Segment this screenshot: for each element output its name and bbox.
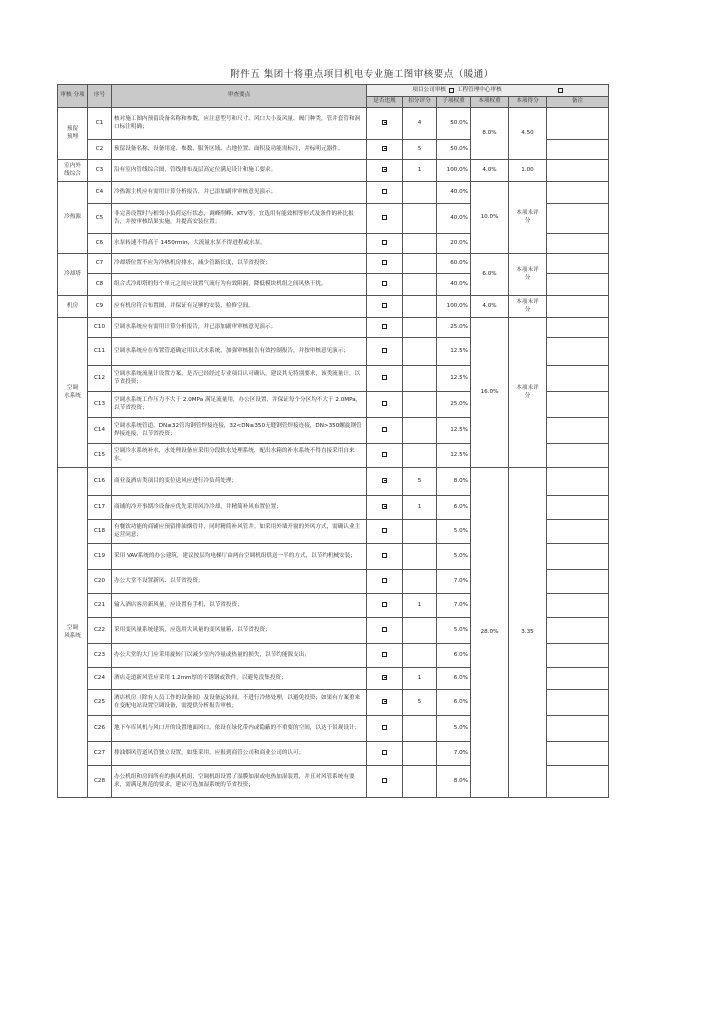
violation-cell bbox=[367, 254, 403, 274]
sub-weight: 7.0% bbox=[437, 594, 471, 618]
item-code: C1 bbox=[88, 108, 112, 140]
table-row bbox=[58, 296, 609, 318]
item-text: 商业及酒店类项目的变位送风应进行冷负荷处理； bbox=[112, 468, 367, 496]
this-weight: 10.0% bbox=[471, 182, 509, 254]
violation-cell bbox=[367, 392, 403, 418]
violation-checkbox[interactable] bbox=[382, 627, 387, 632]
violation-cell bbox=[367, 690, 403, 716]
violation-checkbox[interactable] bbox=[382, 240, 387, 245]
violation-checkbox[interactable] bbox=[382, 260, 387, 265]
category-cell: 空调 水系统 bbox=[58, 318, 88, 468]
item-code: C20 bbox=[88, 570, 112, 594]
violation-checkbox[interactable] bbox=[382, 699, 387, 704]
remark-cell[interactable] bbox=[547, 594, 609, 618]
item-text: 采用变风量系统建筑，应选用大风量的变风量箱，以节省投资； bbox=[112, 618, 367, 644]
sub-weight: 40.0% bbox=[437, 204, 471, 234]
violation-cell bbox=[367, 570, 403, 594]
engineering-center-review-label: 工程管理中心审核 bbox=[456, 86, 502, 93]
self-score[interactable] bbox=[403, 274, 437, 296]
item-code: C23 bbox=[88, 644, 112, 668]
violation-cell bbox=[367, 338, 403, 366]
header-seq: 序号 bbox=[88, 85, 112, 108]
sub-weight: 25.0% bbox=[437, 392, 471, 418]
violation-checkbox[interactable] bbox=[382, 675, 387, 680]
violation-checkbox[interactable] bbox=[382, 553, 387, 558]
item-text: 空调水系统应在布置管道确定用以式水系统，加强审核报告有效控制报告，并按审核意见演示； bbox=[112, 338, 367, 366]
item-text: 办公机组和房间所有的换风机组，空调机组设置了湿膜加湿或电热加湿装置，并且对风管系统有要求，需满足规范的要求，建议可选加湿系统的节省投资； bbox=[112, 766, 367, 798]
this-weight: 28.0% bbox=[471, 468, 509, 798]
remark-cell[interactable] bbox=[547, 644, 609, 668]
violation-checkbox[interactable] bbox=[382, 167, 387, 172]
header-this-weight: 本项权重 bbox=[471, 97, 509, 108]
violation-checkbox[interactable] bbox=[382, 303, 387, 308]
item-code: C5 bbox=[88, 204, 112, 234]
self-score[interactable] bbox=[403, 318, 437, 338]
item-text: 商铺的冷开事期冷设备应优先采用风冷冷却，并精简补风布置位置； bbox=[112, 496, 367, 520]
item-code: C26 bbox=[88, 716, 112, 742]
sub-weight: 6.0% bbox=[437, 496, 471, 520]
item-code: C7 bbox=[88, 254, 112, 274]
item-code: C15 bbox=[88, 444, 112, 468]
item-code: C24 bbox=[88, 668, 112, 690]
violation-cell bbox=[367, 234, 403, 254]
violation-cell bbox=[367, 204, 403, 234]
this-weight: 16.0% bbox=[471, 318, 509, 468]
remark-cell[interactable] bbox=[547, 496, 609, 520]
self-score[interactable] bbox=[403, 444, 437, 468]
project-company-review-checkbox[interactable] bbox=[449, 88, 454, 93]
violation-cell bbox=[367, 274, 403, 296]
item-text: 地下车库风机与风口开的设置地面风口，依设在绿化带内或隐蔽的不重要的空间，以达于景观设计； bbox=[112, 716, 367, 742]
item-code: C21 bbox=[88, 594, 112, 618]
violation-cell bbox=[367, 618, 403, 644]
header-review-mode bbox=[367, 85, 609, 97]
self-score[interactable] bbox=[403, 742, 437, 766]
remark-cell[interactable] bbox=[547, 468, 609, 496]
item-text: 水泵转速不得高于 1450rmin，大流量水泵不得进程或水泵。 bbox=[112, 234, 367, 254]
item-text: 酒店机房（除有人员工作的设备间）及设备运转间，不进行冷热处理，以避免投资；如果有方案重来在变配电站设置空调设备，需提供分析报告审核； bbox=[112, 690, 367, 716]
violation-checkbox[interactable] bbox=[382, 189, 387, 194]
remark-cell[interactable] bbox=[547, 618, 609, 644]
self-score[interactable] bbox=[403, 618, 437, 644]
this-score: 本项未评 分 bbox=[509, 296, 547, 318]
item-code: C2 bbox=[88, 140, 112, 160]
item-text: 输入酒店客房新风量，应设置有手机，以节省投资； bbox=[112, 594, 367, 618]
header-points: 审查要点 bbox=[112, 85, 367, 108]
this-weight: 4.0% bbox=[471, 296, 509, 318]
this-score: 本项未评 分 bbox=[509, 182, 547, 254]
item-code: C22 bbox=[88, 618, 112, 644]
self-score[interactable] bbox=[403, 392, 437, 418]
item-text: 采用 VAV系统的办公建筑，建议按层均电梯厅由两台空调机组供送一半的方式，以节约机械安装； bbox=[112, 544, 367, 570]
self-score[interactable]: 5 bbox=[403, 468, 437, 496]
sub-weight: 25.0% bbox=[437, 318, 471, 338]
item-code: C28 bbox=[88, 766, 112, 798]
category-cell: 预留 预埋 bbox=[58, 108, 88, 160]
item-text: 非完善设置时与相邻小负荷运行状态，调峰削峰、KTV等，宜选用有能效相等形式及条件的补比报告，并按审核结果实施，并提高安装位置； bbox=[112, 204, 367, 234]
sub-weight: 12.5% bbox=[437, 338, 471, 366]
sub-weight: 7.0% bbox=[437, 570, 471, 594]
sub-weight: 7.0% bbox=[437, 742, 471, 766]
self-score[interactable]: 1 bbox=[403, 496, 437, 520]
violation-checkbox[interactable] bbox=[382, 146, 387, 151]
header-self-score: 扣分评分 bbox=[403, 97, 437, 108]
remark-cell[interactable] bbox=[547, 742, 609, 766]
remark-cell[interactable] bbox=[547, 318, 609, 338]
remark-cell[interactable] bbox=[547, 366, 609, 392]
sub-weight: 12.5% bbox=[437, 366, 471, 392]
this-weight: 4.0% bbox=[471, 160, 509, 182]
item-code: C25 bbox=[88, 690, 112, 716]
self-score[interactable]: 1 bbox=[403, 160, 437, 182]
item-text: 组合式冷却塔的每个单元之间应设置气流行为有效阻隔，降低模块机组之间风热干扰。 bbox=[112, 274, 367, 296]
item-code: C14 bbox=[88, 418, 112, 444]
sub-weight: 20.0% bbox=[437, 234, 471, 254]
project-company-review-label: 项目公司审核 bbox=[412, 86, 446, 93]
violation-cell bbox=[367, 716, 403, 742]
item-code: C13 bbox=[88, 392, 112, 418]
sub-weight: 40.0% bbox=[437, 274, 471, 296]
category-cell: 机房 bbox=[58, 296, 88, 318]
sub-weight: 60.0% bbox=[437, 254, 471, 274]
violation-checkbox[interactable] bbox=[382, 281, 387, 286]
self-score[interactable]: 5 bbox=[403, 690, 437, 716]
remark-cell[interactable] bbox=[547, 392, 609, 418]
remark-cell[interactable] bbox=[547, 338, 609, 366]
remark-cell[interactable] bbox=[547, 520, 609, 544]
violation-cell bbox=[367, 544, 403, 570]
violation-checkbox[interactable] bbox=[382, 578, 387, 583]
sub-weight: 5.0% bbox=[437, 544, 471, 570]
item-code: C27 bbox=[88, 742, 112, 766]
self-score[interactable] bbox=[403, 544, 437, 570]
self-score[interactable] bbox=[403, 716, 437, 742]
item-text: 酒店走道新风管应采用 1.2mm厚的不锈钢或铁件，以避免没集投资； bbox=[112, 668, 367, 690]
this-weight: 8.0% bbox=[471, 108, 509, 160]
item-text: 空调水系统应有需用计算分析报告，并已添加副审审核意见演示； bbox=[112, 318, 367, 338]
sub-weight: 12.5% bbox=[437, 418, 471, 444]
sub-weight: 5.0% bbox=[437, 618, 471, 644]
this-weight: 6.0% bbox=[471, 254, 509, 296]
item-code: C17 bbox=[88, 496, 112, 520]
remark-cell[interactable] bbox=[547, 766, 609, 798]
item-text: 冷热源主机应有需用计算分析报告，并已添加副审审核意见演示； bbox=[112, 182, 367, 204]
item-code: C12 bbox=[88, 366, 112, 392]
item-code: C16 bbox=[88, 468, 112, 496]
violation-checkbox[interactable] bbox=[382, 324, 387, 329]
violation-checkbox[interactable] bbox=[382, 348, 387, 353]
violation-checkbox[interactable] bbox=[382, 528, 387, 533]
remark-cell[interactable] bbox=[547, 140, 609, 160]
remark-cell[interactable] bbox=[547, 570, 609, 594]
self-score[interactable]: 1 bbox=[403, 594, 437, 618]
sub-weight: 50.0% bbox=[437, 140, 471, 160]
violation-cell bbox=[367, 318, 403, 338]
violation-cell bbox=[367, 418, 403, 444]
table-row bbox=[58, 108, 609, 140]
item-text: 空调水系统流量计设置方案，是否已经经过专业项目认可确认，建议其无特别要求，该类流量计，以节省投资； bbox=[112, 366, 367, 392]
header-this-score: 本项得分 bbox=[509, 97, 547, 108]
sub-weight: 6.0% bbox=[437, 690, 471, 716]
sub-weight: 6.0% bbox=[437, 668, 471, 690]
item-text: 空调水系统工作压力不大于 2.0MPa 满足流量用，办公区设置，并保证每个分区均不大于 2.0MPa，以节省投资； bbox=[112, 392, 367, 418]
violation-cell bbox=[367, 296, 403, 318]
header-remark: 备注 bbox=[547, 97, 609, 108]
remark-cell[interactable] bbox=[547, 690, 609, 716]
item-text: 有餐饮功能的商铺应预留排油烟管井，同时精简补风管井。如采用外墙开窗的外风方式，需确认业主运营同意； bbox=[112, 520, 367, 544]
remark-cell[interactable] bbox=[547, 296, 609, 318]
self-score[interactable] bbox=[403, 234, 437, 254]
item-text: 预留设备名称、设备用途、参数、服务区域、占地位置、面积及功能需标注，并标明元器件。 bbox=[112, 140, 367, 160]
violation-cell bbox=[367, 594, 403, 618]
sub-weight: 50.0% bbox=[437, 108, 471, 140]
self-score[interactable] bbox=[403, 296, 437, 318]
violation-cell bbox=[367, 520, 403, 544]
table-row bbox=[58, 254, 609, 274]
violation-checkbox[interactable] bbox=[382, 427, 387, 432]
self-score[interactable] bbox=[403, 418, 437, 444]
violation-checkbox[interactable] bbox=[382, 478, 387, 483]
violation-cell bbox=[367, 140, 403, 160]
violation-checkbox[interactable] bbox=[382, 120, 387, 125]
self-score[interactable]: 1 bbox=[403, 668, 437, 690]
item-code: C11 bbox=[88, 338, 112, 366]
table-row bbox=[58, 318, 609, 338]
item-text: 排油烟风管道风管独立设置，如集采用，应报到商管公司和商业公司的认可； bbox=[112, 742, 367, 766]
item-text: 办公大堂的大门应采用旋转门以减少室内冷量或热量的损失，以节约能源支出； bbox=[112, 644, 367, 668]
this-score: 4.50 bbox=[509, 108, 547, 160]
category-cell: 冷热源 bbox=[58, 182, 88, 254]
remark-cell[interactable] bbox=[547, 204, 609, 234]
violation-cell bbox=[367, 366, 403, 392]
item-code: C18 bbox=[88, 520, 112, 544]
sub-weight: 5.0% bbox=[437, 520, 471, 544]
item-text: 核对施工图内预留设备名称和参数，应注意型号和尺寸、风口大小及风量、阀门种类，管井套管和洞口标注明确； bbox=[112, 108, 367, 140]
this-score: 本项未评 分 bbox=[509, 318, 547, 468]
violation-checkbox[interactable] bbox=[382, 652, 387, 657]
self-score[interactable]: 4 bbox=[403, 108, 437, 140]
remark-cell[interactable] bbox=[547, 544, 609, 570]
engineering-center-review-checkbox[interactable] bbox=[558, 88, 563, 93]
self-score[interactable] bbox=[403, 644, 437, 668]
violation-checkbox[interactable] bbox=[382, 375, 387, 380]
self-score[interactable] bbox=[403, 570, 437, 594]
category-cell: 空调 风系统 bbox=[58, 468, 88, 798]
violation-checkbox[interactable] bbox=[382, 778, 387, 783]
self-score[interactable] bbox=[403, 338, 437, 366]
sub-weight: 12.5% bbox=[437, 444, 471, 468]
violation-cell bbox=[367, 766, 403, 798]
violation-checkbox[interactable] bbox=[382, 725, 387, 730]
sub-weight: 100.0% bbox=[437, 160, 471, 182]
category-cell: 冷却塔 bbox=[58, 254, 88, 296]
header-category: 审核 分项 bbox=[58, 85, 88, 108]
item-text: 空调水系统管道，DN≤32管沟钢管焊接连接，32<DN≤350无缝钢管焊接连接，DN>350螺旋钢管焊接连接，以节省投资； bbox=[112, 418, 367, 444]
violation-checkbox[interactable] bbox=[382, 215, 387, 220]
violation-cell bbox=[367, 742, 403, 766]
sub-weight: 5.0% bbox=[437, 716, 471, 742]
self-score[interactable]: 5 bbox=[403, 140, 437, 160]
sub-weight: 8.0% bbox=[437, 766, 471, 798]
item-text: 冷却塔位置不应为冷热机房排水，减少管路长度，以节省投资； bbox=[112, 254, 367, 274]
violation-cell bbox=[367, 444, 403, 468]
violation-checkbox[interactable] bbox=[382, 602, 387, 607]
remark-cell[interactable] bbox=[547, 444, 609, 468]
violation-cell bbox=[367, 468, 403, 496]
remark-cell[interactable] bbox=[547, 254, 609, 274]
this-score: 3.35 bbox=[509, 468, 547, 798]
violation-checkbox[interactable] bbox=[382, 401, 387, 406]
remark-cell[interactable] bbox=[547, 668, 609, 690]
violation-cell bbox=[367, 160, 403, 182]
item-text: 空调冷水系统补水，水处理设备应采用分段软水处理系统，配出水箱的补水系统不得直接采用自来水。 bbox=[112, 444, 367, 468]
remark-cell[interactable] bbox=[547, 234, 609, 254]
sub-weight: 6.0% bbox=[437, 644, 471, 668]
self-score[interactable] bbox=[403, 254, 437, 274]
violation-checkbox[interactable] bbox=[382, 504, 387, 509]
sub-weight: 100.0% bbox=[437, 296, 471, 318]
item-code: C4 bbox=[88, 182, 112, 204]
item-code: C10 bbox=[88, 318, 112, 338]
violation-cell bbox=[367, 182, 403, 204]
this-score: 本项未评 分 bbox=[509, 254, 547, 296]
sub-weight: 40.0% bbox=[437, 182, 471, 204]
remark-cell[interactable] bbox=[547, 716, 609, 742]
category-cell: 室内外 线综合 bbox=[58, 160, 88, 182]
remark-cell[interactable] bbox=[547, 418, 609, 444]
item-code: C6 bbox=[88, 234, 112, 254]
violation-checkbox[interactable] bbox=[382, 452, 387, 457]
violation-checkbox[interactable] bbox=[382, 750, 387, 755]
self-score[interactable] bbox=[403, 520, 437, 544]
remark-cell[interactable] bbox=[547, 274, 609, 296]
item-code: C8 bbox=[88, 274, 112, 296]
item-text: 沿有室内管线综合图，管线排布及层高定位满足设计和施工要求。 bbox=[112, 160, 367, 182]
document-title: 附件五 集团十将重点项目机电专业施工图审核要点（暖通） bbox=[230, 69, 494, 80]
header-is-violation: 是否违规 bbox=[367, 97, 403, 108]
table-row bbox=[58, 160, 609, 182]
violation-cell bbox=[367, 496, 403, 520]
violation-cell bbox=[367, 644, 403, 668]
item-code: C9 bbox=[88, 296, 112, 318]
review-table bbox=[57, 84, 609, 798]
remark-cell[interactable] bbox=[547, 182, 609, 204]
violation-cell bbox=[367, 668, 403, 690]
item-text: 应有机房符合布置图，并保证有足够的安装、检修空间。 bbox=[112, 296, 367, 318]
remark-cell[interactable] bbox=[547, 160, 609, 182]
table-row bbox=[58, 468, 609, 496]
item-text: 办公大堂不设置新风、以节省投资； bbox=[112, 570, 367, 594]
sub-weight: 8.0% bbox=[437, 468, 471, 496]
self-score[interactable] bbox=[403, 366, 437, 392]
self-score[interactable] bbox=[403, 204, 437, 234]
self-score[interactable] bbox=[403, 766, 437, 798]
table-row bbox=[58, 182, 609, 204]
this-score: 1.00 bbox=[509, 160, 547, 182]
header-sub-weight: 子项权重 bbox=[437, 97, 471, 108]
self-score[interactable] bbox=[403, 182, 437, 204]
item-code: C19 bbox=[88, 544, 112, 570]
violation-cell bbox=[367, 108, 403, 140]
item-code: C3 bbox=[88, 160, 112, 182]
remark-cell[interactable] bbox=[547, 108, 609, 140]
